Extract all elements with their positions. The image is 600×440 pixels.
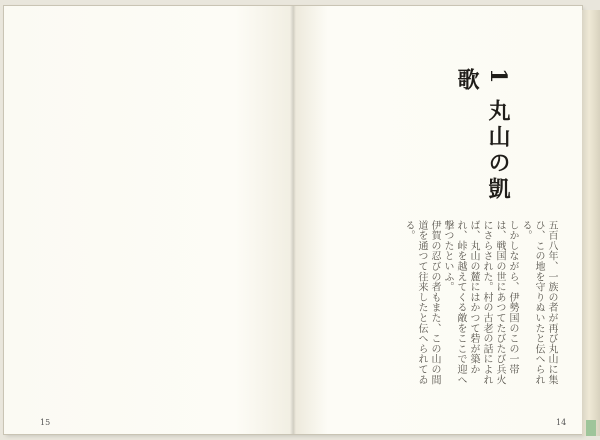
page-edges [582, 10, 600, 436]
right-page-number: 14 [556, 418, 567, 427]
book-gutter [290, 6, 296, 434]
left-page-number: 15 [40, 418, 51, 427]
cover-edge [586, 420, 596, 436]
paragraph: 五百八年、一族の者が再び丸山に集ひ、この地を守りぬいたと伝へられる。 [520, 220, 557, 385]
paragraph: 伊賀の忍びの者もまた、この山の間道を通つて往来したと伝へられてゐる。 [403, 220, 440, 385]
open-book [4, 6, 582, 434]
chapter-title: 1 丸山の凱歌 [454, 68, 511, 203]
right-page-body [318, 220, 558, 390]
paragraph: しかしながら、伊勢国のこの一帯は、戦国の世にあつてたびたび兵火にさらされた。村の古老の話によれば、丸山の麓にはかつて砦が築かれ、峠を越えてくる敵をここで迎へ撃つたといふ。 [442, 220, 518, 385]
left-page [4, 6, 293, 434]
